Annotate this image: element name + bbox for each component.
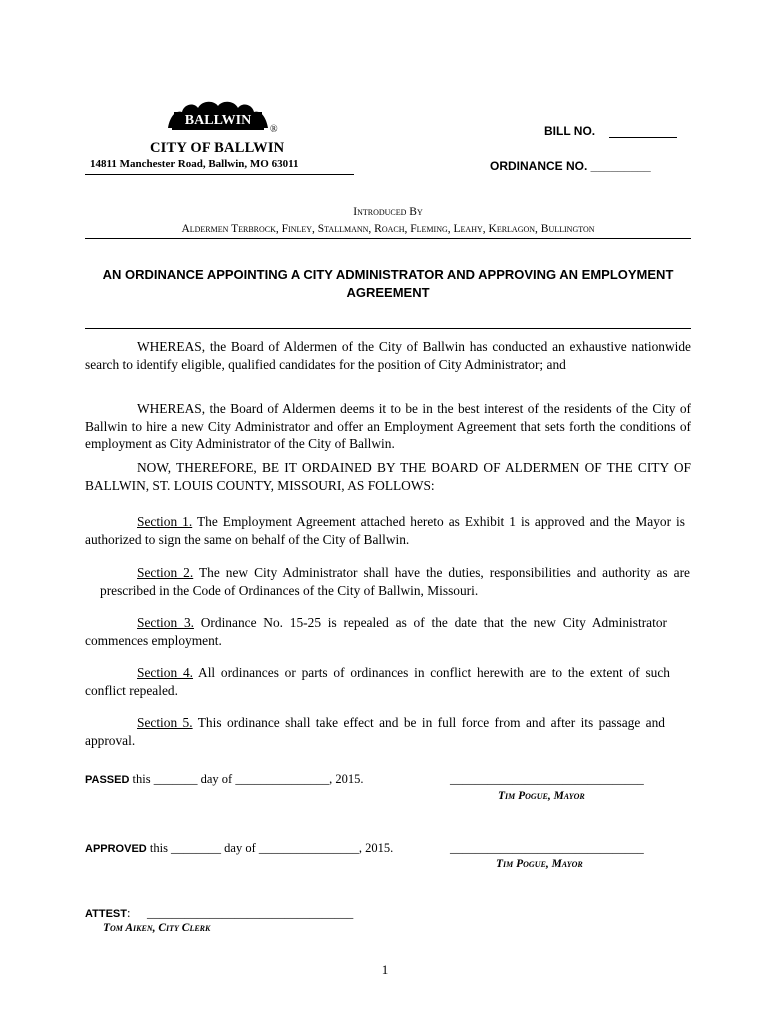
section-4-text: All ordinances or parts of ordinances in conflict herewith are to the extent of such conflict repealed. xyxy=(85,665,670,698)
city-name: CITY OF BALLWIN xyxy=(150,140,285,156)
whereas-paragraph-2: WHEREAS, the Board of Aldermen deems it to be in the best interest of the residents of the City of Ballwin to hire a new City Administrator and offer an Employment Agreement that sets forth the conditions of employment as City Administrator of the City of Ballwin. xyxy=(85,401,691,451)
bill-number-label: BILL NO. xyxy=(544,124,596,138)
section-5-label: Section 5. xyxy=(137,715,193,730)
section-1 xyxy=(85,513,685,548)
attest-label: ATTEST xyxy=(85,908,127,920)
ordinance-number: ORDINANCE NO. _________ xyxy=(490,159,651,173)
city-clerk-name: Tom Aiken, City Clerk xyxy=(103,922,211,934)
section-2-label: Section 2. xyxy=(137,565,194,580)
aldermen-list: Aldermen Terbrock, Finley, Stallmann, Roach, Fleming, Leahy, Kerlagon, Bullington xyxy=(181,223,595,235)
section-5 xyxy=(85,714,665,749)
passed-signature-line: _______________________________ xyxy=(450,772,644,786)
whereas-paragraph-1: WHEREAS, the Board of Aldermen of the City of Ballwin has conducted an exhaustive nationwide search to identify eligible, qualified candidates for the position of City Administrator; and xyxy=(85,339,691,372)
section-3-label: Section 3. xyxy=(137,615,194,630)
city-logo xyxy=(166,98,270,134)
header-divider xyxy=(85,238,691,239)
title-divider xyxy=(85,328,691,329)
section-3 xyxy=(85,614,667,649)
ordinance-title: AN ORDINANCE APPOINTING A CITY ADMINISTRATOR AND APPROVING AN EMPLOYMENT AGREEMENT xyxy=(102,267,674,300)
section-1-label: Section 1. xyxy=(137,514,193,529)
passed-line xyxy=(85,772,363,787)
address-rule xyxy=(85,174,354,175)
page-number: 1 xyxy=(381,962,389,977)
attest-signature-line: _________________________________ xyxy=(147,906,354,920)
now-therefore-paragraph: NOW, THEREFORE, BE IT ORDAINED BY THE BOARD OF ALDERMEN OF THE CITY OF BALLWIN, ST. LOUIS COUNTY, MISSOURI, AS FOLLOWS: xyxy=(85,460,691,493)
section-4 xyxy=(85,664,670,699)
section-1-text: The Employment Agreement attached hereto as Exhibit 1 is approved and the Mayor is authorized to sign the same on behalf of the City of Ballwin. xyxy=(85,514,685,547)
attest-line xyxy=(85,906,130,921)
approved-line xyxy=(85,841,393,856)
section-2 xyxy=(100,564,690,599)
city-address: 14811 Manchester Road, Ballwin, MO 63011 xyxy=(90,158,299,170)
section-2-text: The new City Administrator shall have the duties, responsibilities and authority as are prescribed in the Code of Ordinances of the City of Ballwin, Missouri. xyxy=(100,565,690,598)
approved-signature-line: _______________________________ xyxy=(450,841,644,855)
svg-text:BALLWIN: BALLWIN xyxy=(184,113,252,128)
section-3-text: Ordinance No. 15-25 is repealed as of the date that the new City Administrator commences employment. xyxy=(85,615,667,648)
introduced-by: Introduced By xyxy=(353,206,423,218)
approved-label: APPROVED xyxy=(85,843,147,855)
section-4-label: Section 4. xyxy=(137,665,193,680)
approved-text: this ________ day of ________________, 2015. xyxy=(146,841,394,855)
registered-mark: ® xyxy=(270,124,278,135)
passed-mayor-name: Tim Pogue, Mayor xyxy=(498,790,585,802)
passed-text: this _______ day of _______________, 2015. xyxy=(129,772,364,786)
passed-label: PASSED xyxy=(85,774,130,786)
section-5-text: This ordinance shall take effect and be in full force from and after its passage and approval. xyxy=(85,715,665,748)
approved-mayor-name: Tim Pogue, Mayor xyxy=(496,858,583,870)
bill-number-blank xyxy=(609,137,677,138)
attest-colon: : xyxy=(126,906,131,920)
